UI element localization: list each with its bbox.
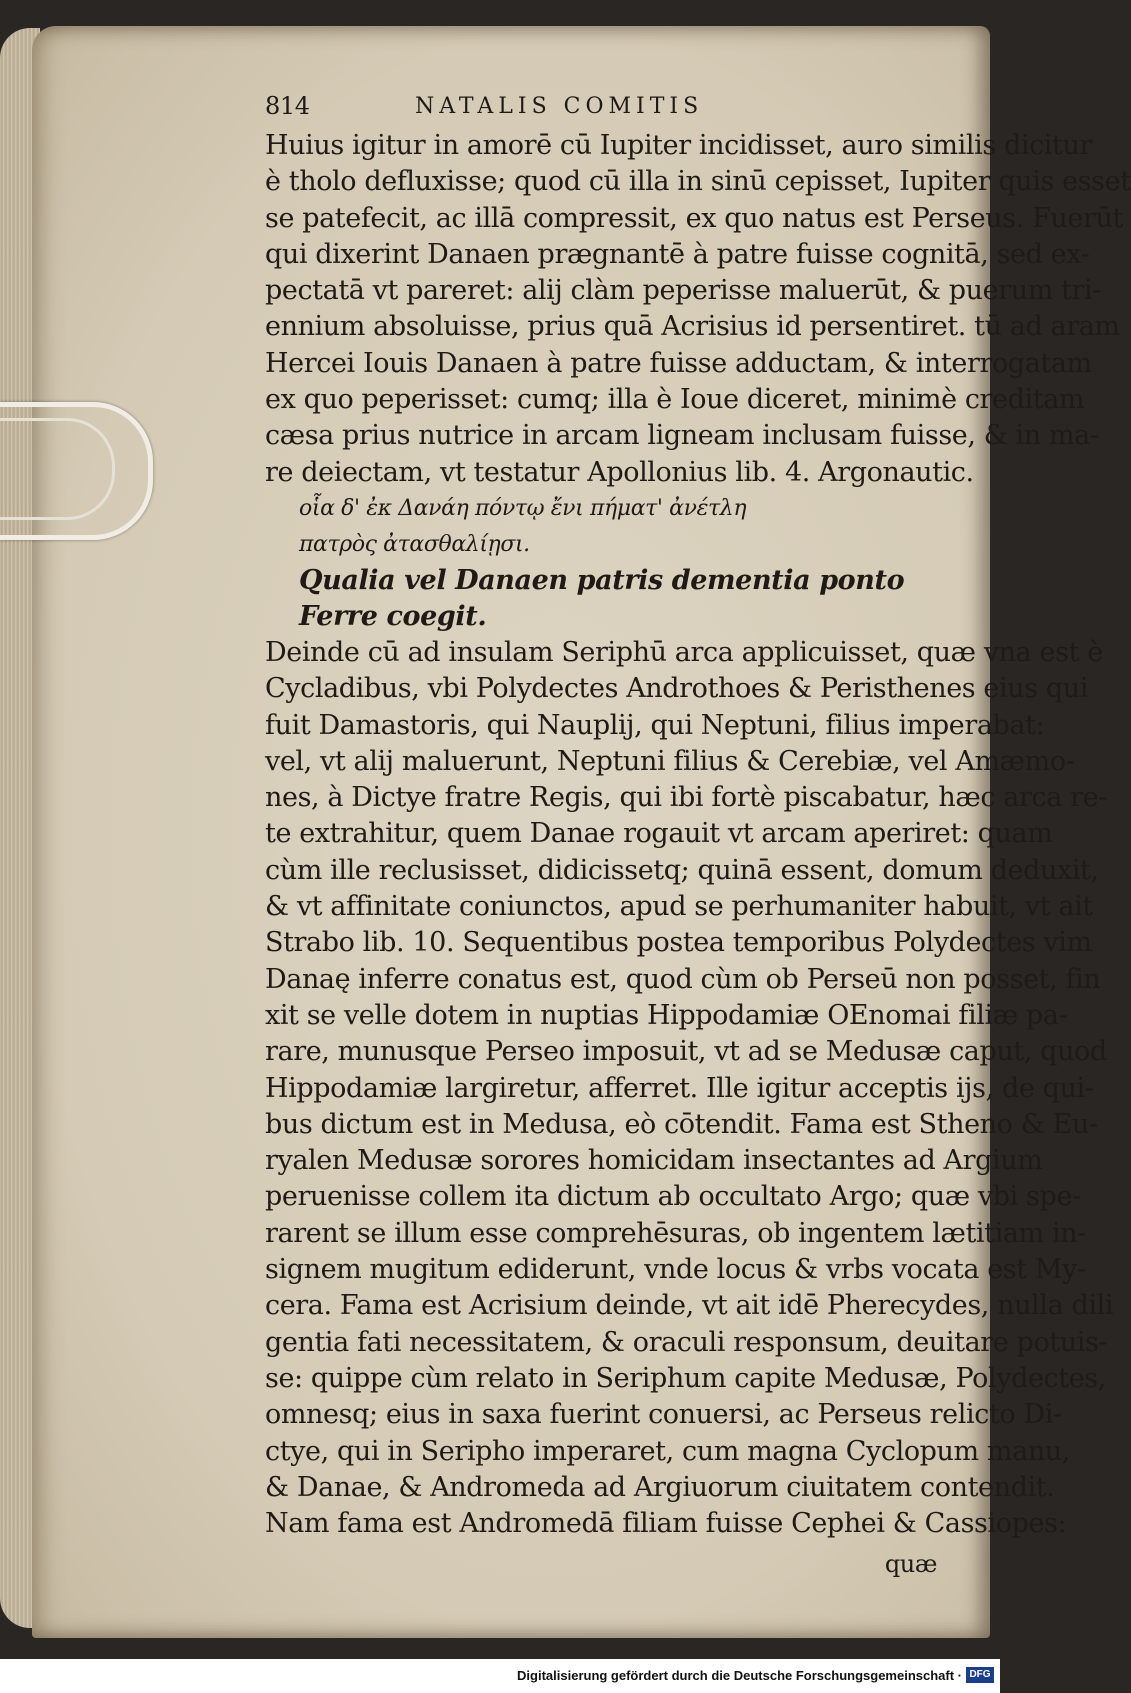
text-line: è tholo defluxisse; quod cū illa in sinū cepisset, Iupiter quis esset [265,166,1131,198]
text-line: pectatā vt pareret: alij clàm peperisse maluerūt, & puerum tri- [265,275,1102,307]
page-number: 814 [265,92,310,120]
latin-translation [265,563,937,635]
catchword: quæ [884,1550,937,1579]
page-text [265,92,1131,1582]
text-line: Danaę inferre conatus est, quod cùm ob Perseū non posset, fin [265,963,1101,995]
text-line: qui dixerint Danaen prægnantē à patre fuisse cognitā, sed ex- [265,238,1090,270]
text-line: signem mugitum ediderunt, vnde locus & vrbs vocata est My- [265,1254,1086,1286]
text-line: Cycladibus, vbi Polydectes Androthoes & Peristhenes eius qui [265,673,1088,705]
text-line: se: quippe cùm relato in Seriphum capite Medusæ, Polydectes, [265,1362,1106,1394]
text-line: ex quo peperisset: cumq; illa è Ioue diceret, minimè creditam [265,384,1085,416]
text-line: ctye, qui in Seripho imperaret, cum magna Cyclopum manu, [265,1435,1070,1467]
text-line: re deiectam, vt testatur Apollonius lib. 4. Argonautic. [265,456,974,488]
text-line: vel, vt alij maluerunt, Neptuni filius & Cerebiæ, vel Amæmo- [265,745,1075,777]
page-header [265,92,937,126]
text-line: gentia fati necessitatem, & oraculi responsum, deuitare potuis- [265,1326,1108,1358]
text-line: te extrahitur, quem Danae rogauit vt arcam aperiret: quam [265,818,1053,850]
running-title: NATALIS COMITIS [415,94,704,119]
text-line: Qualia vel Danaen patris dementia ponto [299,564,905,596]
text-line: & Danae, & Andromeda ad Argiuorum ciuitatem contendit. [265,1471,1055,1503]
text-line: cera. Fama est Acrisium deinde, vt ait idē Pherecydes, nulla dili [265,1290,1114,1322]
text-line: peruenisse collem ita dictum ab occultato Argo; quæ vbi spe- [265,1181,1081,1213]
text-line: & vt affinitate coniunctos, apud se perhumaniter habuit, vt ait [265,891,1093,923]
text-line: ennium absoluisse, prius quā Acrisius id persentiret. tū ad aram [265,311,1120,343]
text-line: se patefecit, ac illā compressit, ex quo natus est Perseus. Fuerūt [265,202,1123,234]
dfg-logo-icon: DFG [966,1667,994,1683]
text-line: Nam fama est Andromedā filiam fuisse Cephei & Cassiopes: [265,1508,1067,1540]
text-line: πατρὸς ἀτασθαλίῃσι. [299,531,530,557]
text-line: Hippodamiæ largiretur, afferret. Ille igitur acceptis ijs, de qui- [265,1072,1094,1104]
text-line: bus dictum est in Medusa, eò cōtendit. Fama est Stheno & Eu- [265,1108,1098,1140]
text-line: cùm ille reclusisset, didicissetq; quinā essent, domum deduxit, [265,854,1099,886]
greek-quotation [265,491,937,563]
text-line: nes, à Dictye fratre Regis, qui ibi fortè piscabatur, hæc arca re- [265,782,1107,814]
text-line: Deinde cū ad insulam Seriphū arca applicuisset, quæ vna est è [265,636,1103,668]
text-line: rare, munusque Perseo imposuit, vt ad se Medusæ caput, quod [265,1036,1107,1068]
paper-clip-inner [0,418,115,520]
footer-bar [0,1659,1000,1693]
text-line: Hercei Iouis Danaen à patre fuisse adductam, & interrogatam [265,347,1092,379]
footer-credit: Digitalisierung gefördert durch die Deutsche Forschungsgemeinschaft · [517,1668,962,1683]
text-line: Huius igitur in amorē cū Iupiter incidisset, auro similis dicitur [265,130,1092,161]
text-line: οἷα δ' ἐκ Δανάη πόντῳ ἔνι πήματ' ἀνέτλη [299,495,747,521]
text-line: Ferre coegit. [299,600,487,632]
text-line: xit se velle dotem in nuptias Hippodamiæ OEnomai filiæ pa- [265,999,1068,1031]
text-line: omnesq; eius in saxa fuerint conuersi, ac Perseus relicto Di- [265,1399,1062,1431]
text-line: cæsa prius nutrice in arcam ligneam inclusam fuisse, & in ma- [265,420,1099,452]
paragraph-2 [265,635,1114,1542]
text-line: rarent se illum esse comprehēsuras, ob ingentem lætitiam in- [265,1217,1086,1249]
paragraph-1 [265,128,1131,491]
text-line: ryalen Medusæ sorores homicidam insectantes ad Argium [265,1145,1043,1177]
text-line: Strabo lib. 10. Sequentibus postea temporibus Polydectes vim [265,927,1092,959]
text-line: fuit Damastoris, qui Nauplij, qui Neptuni, filius imperabat: [265,709,1045,741]
